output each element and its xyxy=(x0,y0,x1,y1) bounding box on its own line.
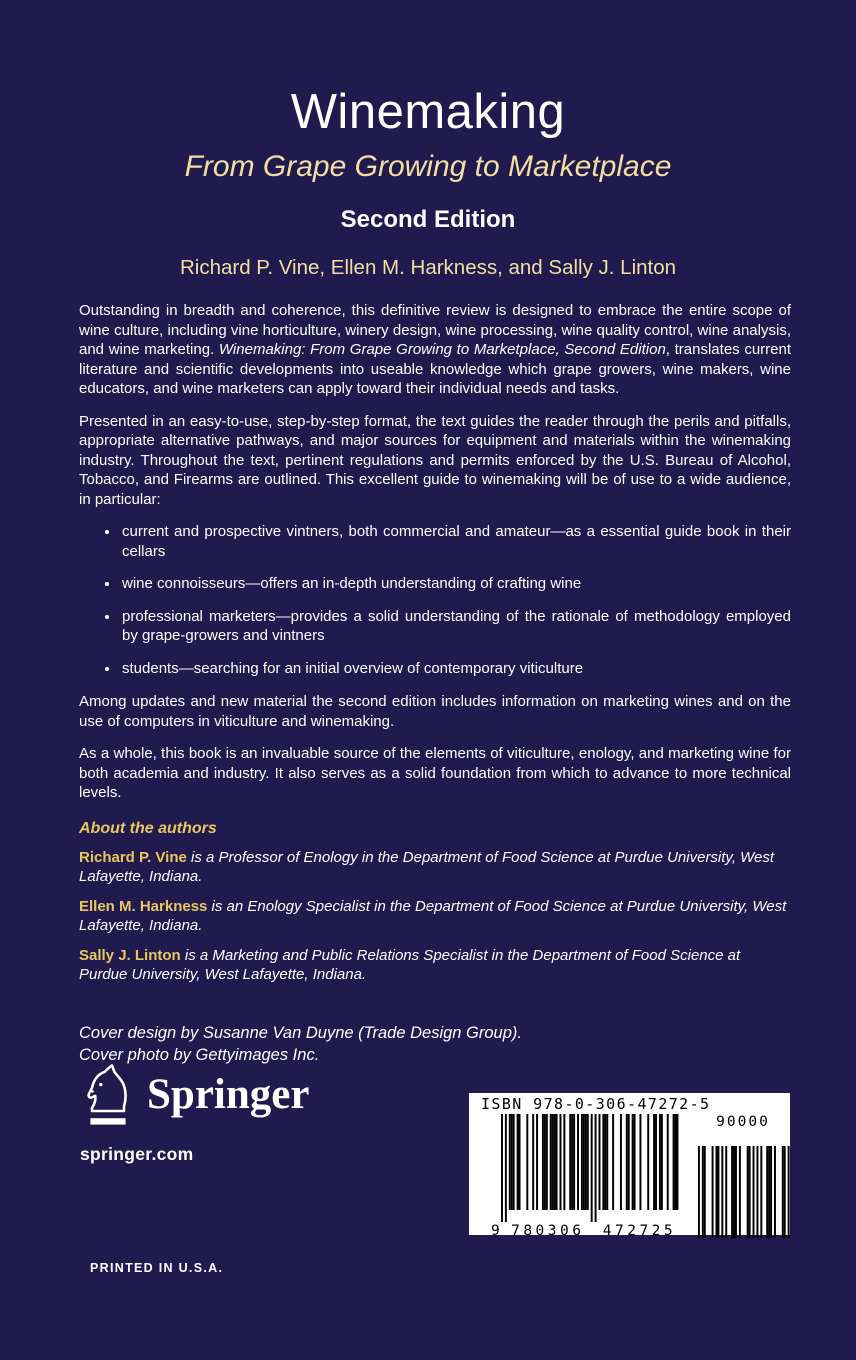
isbn-label: ISBN 978-0-306-47272-5 xyxy=(481,1095,711,1113)
paragraph: Presented in an easy-to-use, step-by-step format, the text guides the reader through the perils and pitfalls, appropriate alternative pathways, and major sources for equipment and materials within the winemaking industry. Throughout the text, pertinent regulations and permits enforced by the U.S. Bureau of Alcohol, Tobacco, and Firearms are outlined. This excellent guide to winemaking will be of use to a wide audience, in particular: xyxy=(79,412,791,508)
about-authors-heading: About the authors xyxy=(79,819,217,837)
springer-horse-icon xyxy=(84,1060,132,1130)
barcode-row xyxy=(491,1114,790,1238)
about-the-authors-section xyxy=(79,819,791,985)
cover-photo-credit: Cover photo by Gettyimages Inc. xyxy=(79,1045,320,1064)
author-names: Richard P. Vine, Ellen M. Harkness, and Sally J. Linton xyxy=(179,256,677,279)
ean13-barcode xyxy=(491,1114,679,1238)
springer-wordmark: Springer xyxy=(147,1071,310,1118)
paragraph: Outstanding in breadth and coherence, this definitive review is designed to embrace the entire scope of wine culture, including vine horticulture, winery design, wine processing, wine quality control, wine analysis, and wine marketing. Winemaking: From Grape Growing to Marketplace, Second Edition, translates current literature and scientific developments into useable knowledge which grape growers, wine makers, wine educators, and wine marketers can apply toward their individual needs and tasks. xyxy=(79,302,792,397)
audience-item: • professional marketers—provides a solid understanding of the rationale of methodology employed by grape-growers and vintners xyxy=(120,607,791,646)
author-bios xyxy=(79,848,791,985)
barcode-supplement xyxy=(696,1114,790,1238)
author-bio: Richard P. Vine is a Professor of Enology in the Department of Food Science at Purdue University, West Lafayette, Indiana. xyxy=(79,848,775,885)
author-bio: Ellen M. Harkness is an Enology Specialist in the Department of Food Science at Purdue University, West Lafayette, Indiana. xyxy=(79,897,787,934)
outro-paragraphs xyxy=(79,692,791,803)
ean5-supplement-barcode xyxy=(696,1130,790,1238)
cover-design-credit: Cover design by Susanne Van Duyne (Trade Design Group). xyxy=(79,1023,522,1042)
audience-item: • current and prospective vintners, both commercial and amateur—as a essential guide book in their cellars xyxy=(120,522,791,561)
book-title: Winemaking xyxy=(290,85,566,139)
publisher-logo xyxy=(84,1060,309,1130)
back-cover-copy xyxy=(79,301,791,1066)
isbn-barcode-panel xyxy=(469,1093,790,1238)
audience-item: • students—searching for an initial overview of contemporary viticulture xyxy=(120,659,791,679)
svg-text:472725: 472725 xyxy=(602,1223,677,1238)
title-block xyxy=(0,0,856,281)
paragraph: As a whole, this book is an invaluable source of the elements of viticulture, enology, and marketing wine for both academia and industry. It also serves as a solid foundation from which to advance to more technical levels. xyxy=(79,745,791,801)
audience-item: • wine connoisseurs—offers an in-depth understanding of crafting wine xyxy=(120,574,791,594)
edition-label: Second Edition xyxy=(340,206,516,233)
intro-paragraphs xyxy=(79,301,791,509)
printed-in-usa-label: PRINTED IN U.S.A. xyxy=(90,1261,224,1275)
svg-text:9: 9 xyxy=(491,1223,500,1238)
paragraph: Among updates and new material the second edition includes information on marketing wines and on the use of computers in viticulture and winemaking. xyxy=(79,693,791,730)
cover-credits xyxy=(79,1022,791,1066)
publisher-website: springer.com xyxy=(80,1144,194,1164)
audience-list xyxy=(79,522,791,678)
supplement-code: 90000 xyxy=(716,1114,770,1130)
book-subtitle: From Grape Growing to Marketplace xyxy=(184,150,672,183)
author-bio: Sally J. Linton is a Marketing and Public Relations Specialist in the Department of Food Science at Purdue University, West Lafayette, Indiana. xyxy=(79,946,741,983)
svg-text:780306: 780306 xyxy=(511,1223,585,1238)
